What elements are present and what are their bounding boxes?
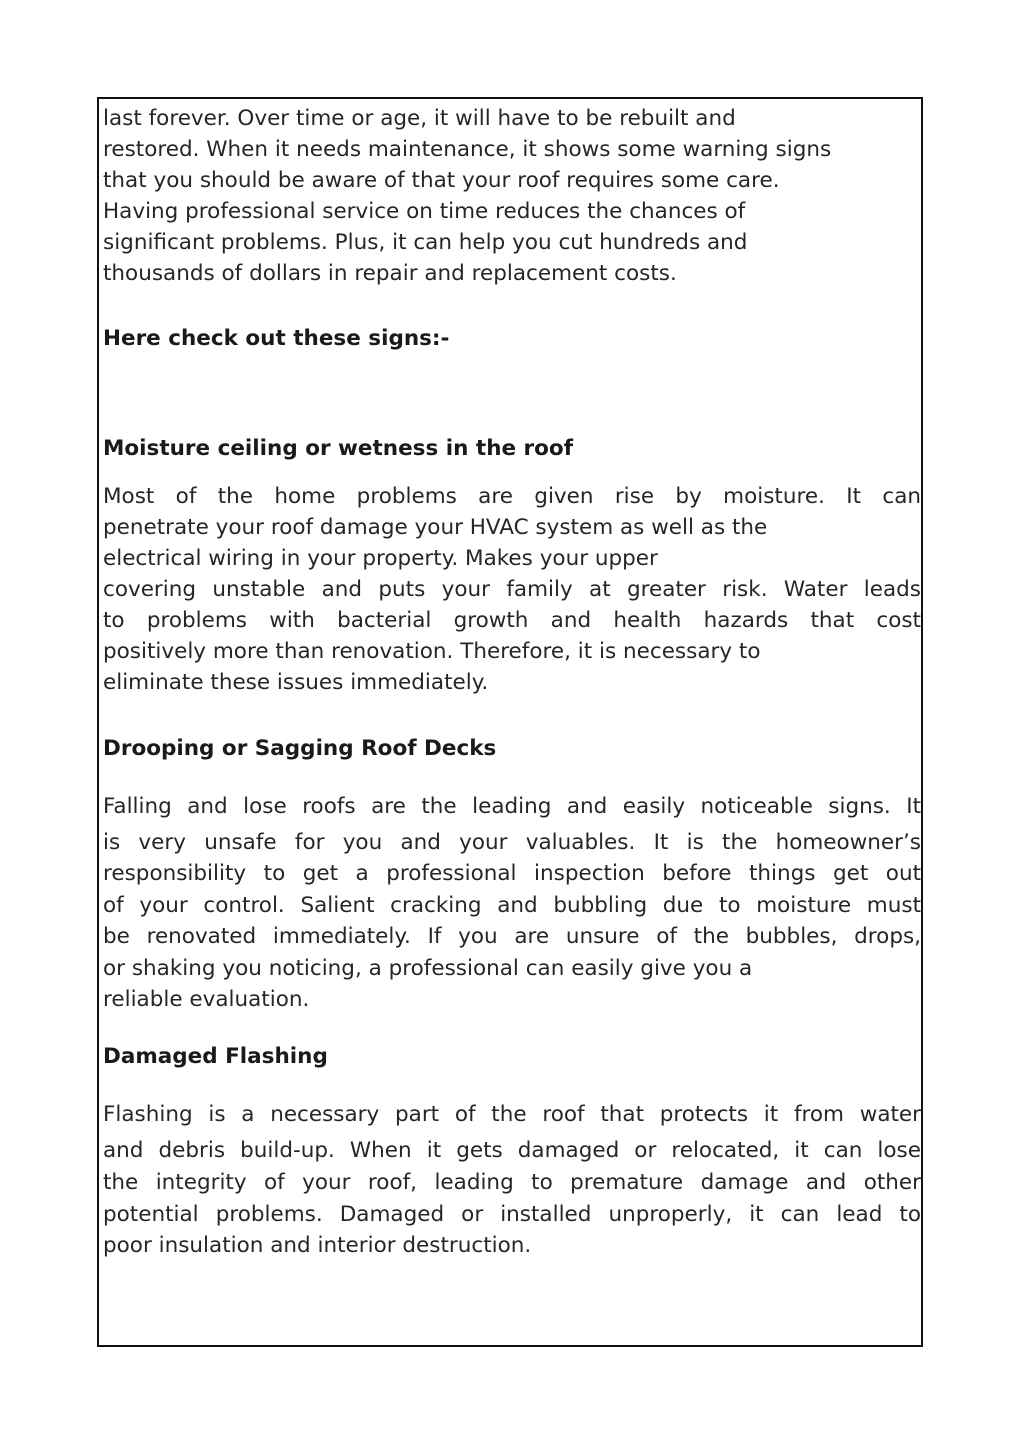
section-text-line: reliable evaluation.	[103, 987, 310, 1012]
section-text-line: is very unsafe for you and your valuables. It is the homeowner’s	[103, 830, 921, 855]
intro-line: last forever. Over time or age, it will have to be rebuilt and	[103, 106, 736, 131]
section-text-line: of your control. Salient cracking and bubbling due to moisture must	[103, 893, 921, 918]
section-text-line: Flashing is a necessary part of the roof that protects it from water	[103, 1102, 921, 1127]
intro-line: that you should be aware of that your roof requires some care.	[103, 168, 780, 193]
section-text-line: electrical wiring in your property. Makes your upper	[103, 546, 658, 571]
section-text-line: to problems with bacterial growth and health hazards that cost	[103, 608, 921, 633]
section-text-line: poor insulation and interior destruction.	[103, 1233, 532, 1258]
section-text-line: the integrity of your roof, leading to premature damage and other	[103, 1170, 921, 1195]
intro-line: significant problems. Plus, it can help you cut hundreds and	[103, 230, 748, 255]
section-text-line: be renovated immediately. If you are unsure of the bubbles, drops,	[103, 924, 921, 949]
section-heading: Drooping or Sagging Roof Decks	[103, 736, 497, 761]
section-text-line: covering unstable and puts your family at greater risk. Water leads	[103, 577, 921, 602]
section-heading: Damaged Flashing	[103, 1044, 328, 1069]
section-text-line: Falling and lose roofs are the leading and easily noticeable signs. It	[103, 794, 921, 819]
section-heading: Moisture ceiling or wetness in the roof	[103, 436, 574, 461]
intro-line: thousands of dollars in repair and replacement costs.	[103, 261, 677, 286]
section-text-line: and debris build-up. When it gets damaged or relocated, it can lose	[103, 1138, 921, 1163]
signs-heading: Here check out these signs:-	[103, 326, 450, 351]
section-text-line: positively more than renovation. Therefore, it is necessary to	[103, 639, 761, 664]
section-text-line: Most of the home problems are given rise by moisture. It can	[103, 484, 921, 509]
intro-line: Having professional service on time reduces the chances of	[103, 199, 746, 224]
section-text-line: potential problems. Damaged or installed unproperly, it can lead to	[103, 1202, 921, 1227]
intro-line: restored. When it needs maintenance, it shows some warning signs	[103, 137, 832, 162]
section-text-line: responsibility to get a professional inspection before things get out	[103, 861, 921, 886]
section-text-line: penetrate your roof damage your HVAC system as well as the	[103, 515, 768, 540]
section-text-line: or shaking you noticing, a professional can easily give you a	[103, 956, 753, 981]
section-text-line: eliminate these issues immediately.	[103, 670, 489, 695]
